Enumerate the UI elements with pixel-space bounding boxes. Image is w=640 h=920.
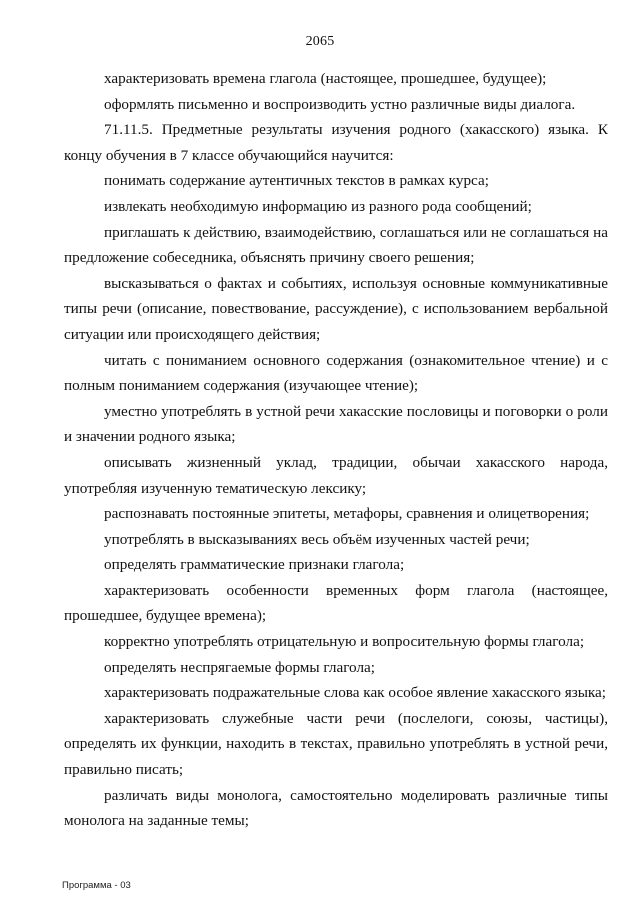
paragraph: различать виды монолога, самостоятельно моделировать различные типы монолога на заданные темы;	[64, 786, 608, 830]
paragraph: высказываться о фактах и событиях, используя основные коммуникативные типы речи (описание, повествование, рассуждение), с использованием вербальной ситуации или происходящего действия;	[64, 274, 608, 343]
paragraph: уместно употреблять в устной речи хакасские пословицы и поговорки о роли и значении родного языка;	[64, 402, 608, 446]
paragraph: характеризовать времена глагола (настоящее, прошедшее, будущее);	[104, 70, 547, 87]
paragraph: понимать содержание аутентичных текстов в рамках курса;	[104, 172, 489, 190]
paragraph: характеризовать особенности временных форм глагола (настоящее, прошедшее, будущее времена);	[64, 581, 608, 625]
paragraph: описывать жизненный уклад, традиции, обычаи хакасского народа, употребляя изученную тематическую лексику;	[64, 453, 608, 497]
paragraph: распознавать постоянные эпитеты, метафоры, сравнения и олицетворения;	[104, 505, 590, 523]
page-number: 2065	[305, 34, 335, 49]
paragraph: характеризовать подражательные слова как особое явление хакасского языка;	[104, 684, 607, 702]
body-text	[64, 66, 608, 834]
paragraph: характеризовать служебные части речи (послелоги, союзы, частицы), определять их функции, находить в текстах, правильно употреблять в устной речи, правильно писать;	[64, 709, 608, 779]
paragraph: приглашать к действию, взаимодействию, соглашаться или не соглашаться на предложение собеседника, объяснять причину своего решения;	[64, 223, 608, 267]
paragraph: определять неспрягаемые формы глагола;	[104, 658, 375, 676]
paragraph: читать с пониманием основного содержания (ознакомительное чтение) и с полным пониманием содержания (изучающее чтение);	[64, 351, 608, 395]
paragraph: извлекать необходимую информацию из разного рода сообщений;	[104, 197, 532, 215]
paragraph: употреблять в высказываниях весь объём изученных частей речи;	[104, 530, 530, 548]
paragraph: оформлять письменно и воспроизводить устно различные виды диалога.	[104, 95, 576, 113]
paragraph: определять грамматические признаки глагола;	[104, 556, 405, 574]
paragraph: корректно употреблять отрицательную и вопросительную формы глагола;	[104, 633, 585, 651]
section-heading-paragraph: 71.11.5. Предметные результаты изучения родного (хакасского) языка. К концу обучения в 7 классе обучающийся научится:	[64, 121, 608, 164]
page-footer: Программа - 03	[62, 880, 131, 891]
